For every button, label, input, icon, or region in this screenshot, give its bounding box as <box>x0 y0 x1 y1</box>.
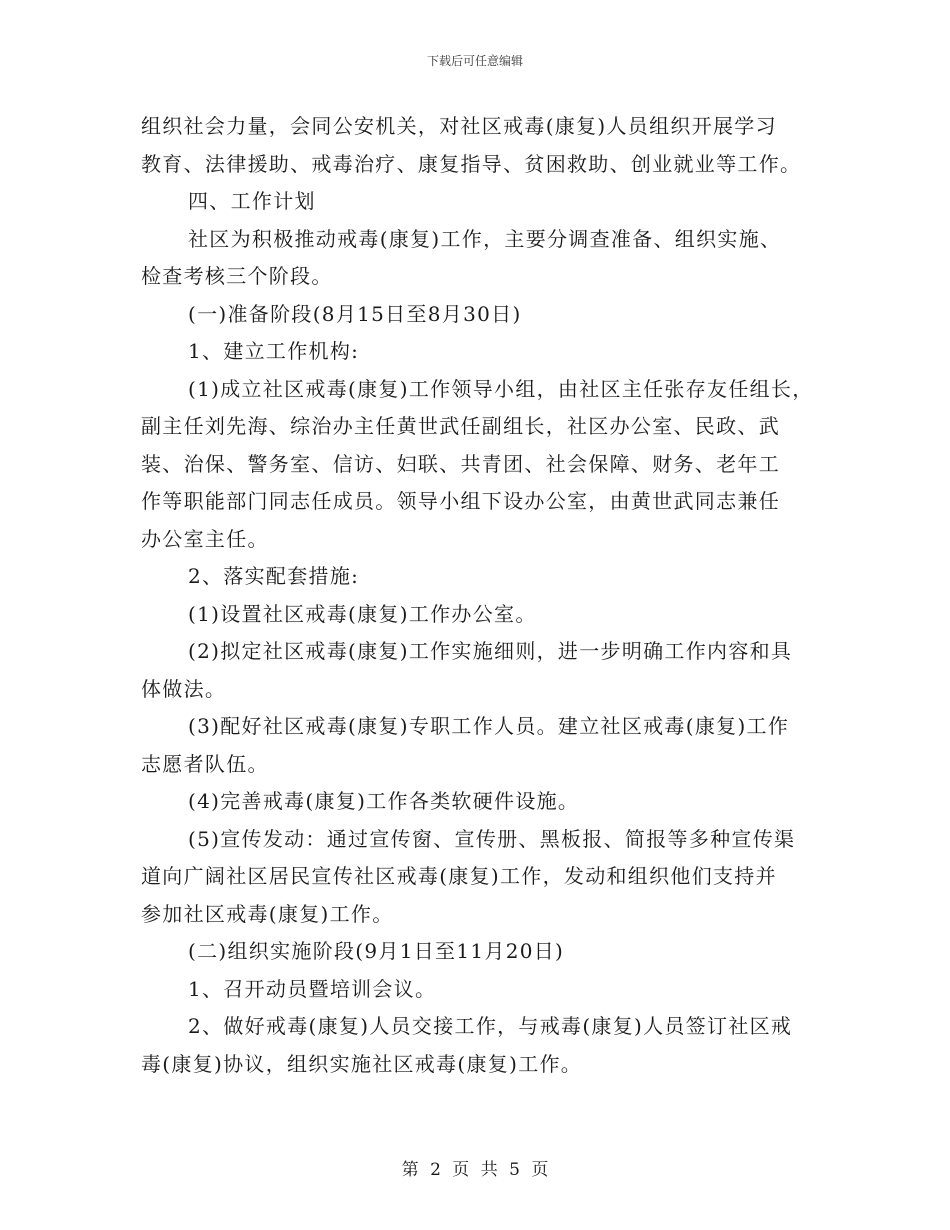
text-line: (4)完善戒毒(康复)工作各类软硬件设施。 <box>188 789 580 813</box>
text-line: (一)准备阶段(8月15日至8月30日) <box>188 301 522 326</box>
page-header: 下载后可任意编辑 <box>426 54 523 68</box>
text-line: (3)配好社区戒毒(康复)专职工作人员。建立社区戒毒(康复)工作 <box>188 714 790 738</box>
document-body <box>141 108 821 1083</box>
text-line: 组织社会力量，会同公安机关，对社区戒毒(康复)人员组织开展学习 <box>141 114 777 138</box>
text-line: 副主任刘先海、综治办主任黄世武任副组长，社区办公室、民政、武 <box>141 414 780 438</box>
text-line: (2)拟定社区戒毒(康复)工作实施细则，进一步明确工作内容和具 <box>188 639 793 663</box>
text-line: 体做法。 <box>141 676 227 701</box>
text-line: 装、治保、警务室、信访、妇联、共青团、社会保障、财务、老年工 <box>141 451 780 476</box>
text-line: 检查考核三个阶段。 <box>141 264 333 288</box>
text-line: 毒(康复)协议，组织实施社区戒毒(康复)工作。 <box>141 1051 583 1076</box>
page-footer: 第 2 页 共 5 页 <box>401 1160 549 1180</box>
text-line: 2、做好戒毒(康复)人员交接工作，与戒毒(康复)人员签订社区戒 <box>188 1014 793 1038</box>
text-line: 办公室主任。 <box>141 526 269 551</box>
text-line: (1)设置社区戒毒(康复)工作办公室。 <box>188 601 537 626</box>
text-line: 教育、法律援助、戒毒治疗、康复指导、贫困救助、创业就业等工作。 <box>141 151 802 176</box>
text-line: (5)宣传发动：通过宣传窗、宣传册、黑板报、简报等多种宣传渠 <box>188 826 796 851</box>
text-line: (二)组织实施阶段(9月1日至11月20日) <box>188 939 565 963</box>
text-line: 参加社区戒毒(康复)工作。 <box>141 901 394 926</box>
text-line: 1、建立工作机构: <box>188 339 360 363</box>
text-line: (1)成立社区戒毒(康复)工作领导小组，由社区主任张存友任组长， <box>188 376 814 401</box>
text-line: 志愿者队伍。 <box>141 751 269 776</box>
text-line: 社区为积极推动戒毒(康复)工作，主要分调查准备、组织实施、 <box>188 226 782 251</box>
text-line: 道向广阔社区居民宣传社区戒毒(康复)工作，发动和组织他们支持并 <box>141 864 777 888</box>
text-line: 作等职能部门同志任成员。领导小组下设办公室，由黄世武同志兼任 <box>141 489 780 513</box>
text-line: 1、召开动员暨培训会议。 <box>188 976 437 1001</box>
text-line: 2、落实配套措施: <box>188 564 360 588</box>
text-line: 四、工作计划 <box>188 189 316 213</box>
